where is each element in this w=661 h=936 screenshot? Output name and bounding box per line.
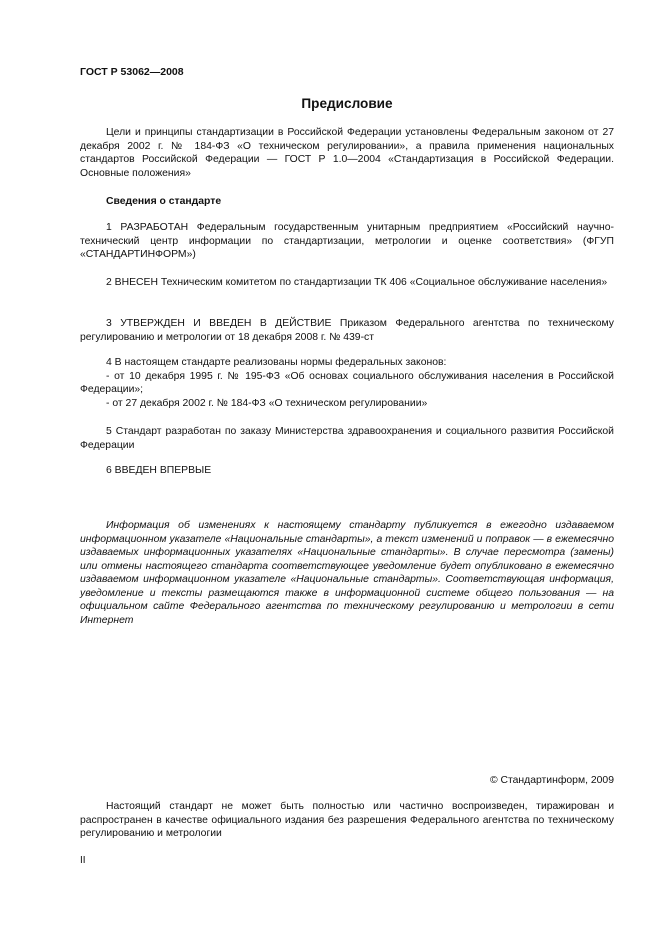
info-item-commissioned: 5 Стандарт разработан по заказу Министерства здравоохранения и социального развития Российской Федерации [80,426,614,451]
reproduction-notice: Настоящий стандарт не может быть полностью или частично воспроизведен, тиражирован и распространен в качестве официального издания без разрешения Федерального агентства по техническому регулированию и метрологии [80,801,614,839]
law-2002: - от 27 декабря 2002 г. № 184-ФЗ «О техническом регулировании» [106,397,428,409]
info-item-introduced: 6 ВВЕДЕН ВПЕРВЫЕ [106,465,212,476]
preface-title: Предисловие [301,96,393,111]
standard-info-heading: Сведения о стандарте [106,196,222,207]
preface-intro: Цели и принципы стандартизации в Российской Федерации установлены Федеральным законом от 27 декабря 2002 г. № 184-ФЗ «О техническом регулировании», а правила применения национальных стандартов Российской Федерации — ГОСТ Р 1.0—2004 «Стандартизация в Российской Федерации. Основные положения» [80,127,614,179]
copyright-line: © Стандартинформ, 2009 [489,775,614,786]
info-item-approved: 3 УТВЕРЖДЕН И ВВЕДЕН В ДЕЙСТВИЕ Приказом Федерального агентства по техническому регулированию и метрологии от 18 декабря 2008 г. № 439-ст [80,318,614,343]
document-id: ГОСТ Р 53062—2008 [80,66,184,78]
laws-lead: 4 В настоящем стандарте реализованы нормы федеральных законов: [106,357,447,368]
law-1995: - от 10 декабря 1995 г. № 195-ФЗ «Об основах социального обслуживания населения в Российской Федерации»; [80,370,614,395]
change-info-notice: Информация об изменениях к настоящему стандарту публикуется в ежегодно издаваемом информационном указателе «Национальные стандарты», а текст изменений и поправок — в ежемесячно издаваемых информационных указателях «Национальные стандарты». В случае пересмотра (замены) или отмены настоящего стандарта соответствующее уведомление будет опубликовано в ежемесячно издаваемом информационном указателе «Национальные стандарты». Соответствующая информация, уведомление и тексты размещаются также в информационной системе общего пользования — на официальном сайте Федерального агентства по техническому регулированию и метрологии в сети Интернет [80,520,614,626]
info-item-developed: 1 РАЗРАБОТАН Федеральным государственным унитарным предприятием «Российский научно-технический центр информации по стандартизации, метрологии и оценке соответствия» (ФГУП «СТАНДАРТИНФОРМ») [80,222,614,260]
info-item-laws [80,356,614,410]
info-item-submitted: 2 ВНЕСЕН Техническим комитетом по стандартизации ТК 406 «Социальное обслуживание населения» [106,277,608,288]
page-number: II [80,855,86,866]
